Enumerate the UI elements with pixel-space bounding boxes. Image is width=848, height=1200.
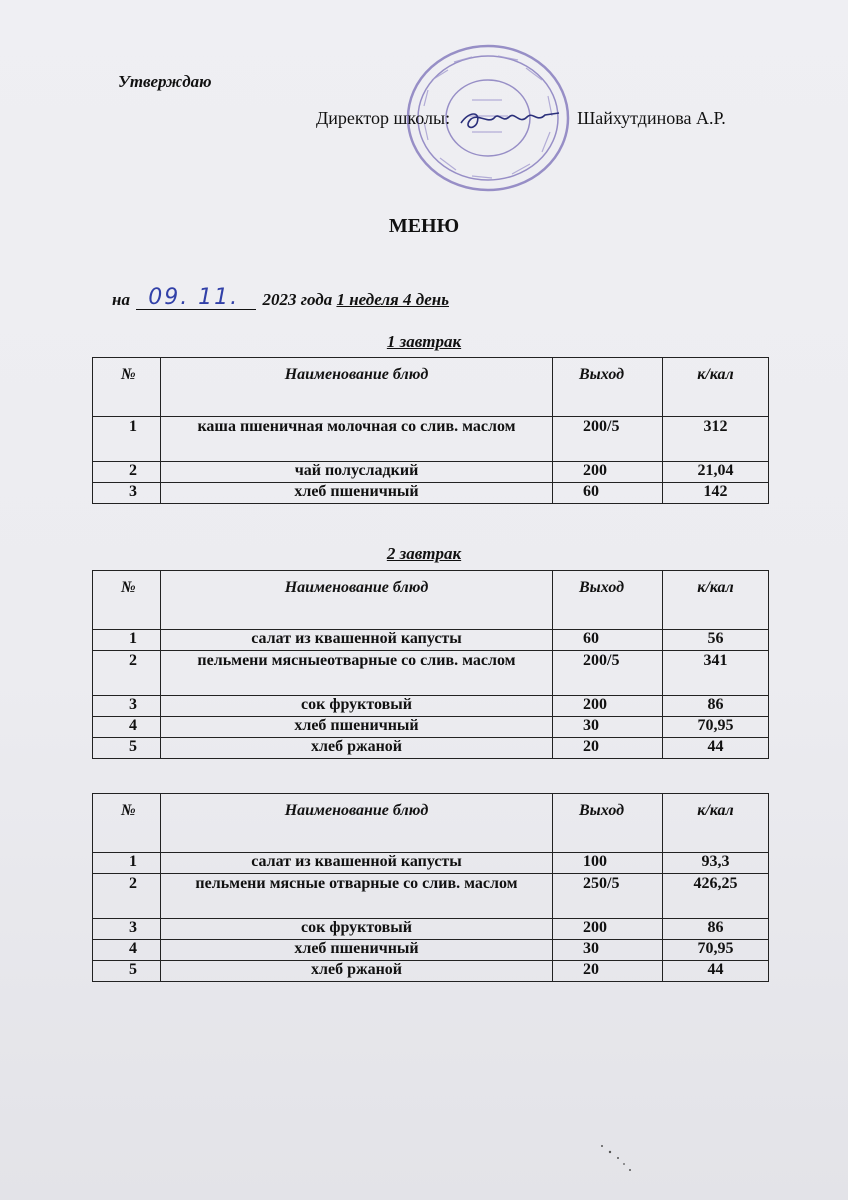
col-header-num: № [93,358,161,417]
cell-output: 30 [553,940,663,961]
table-row [93,961,769,982]
table-row [93,940,769,961]
cell-kcal: 142 [663,483,769,504]
cell-output: 200 [553,919,663,940]
cell-kcal: 341 [663,651,769,696]
cell-num: 1 [93,630,161,651]
cell-name: чай полусладкий [161,462,553,483]
cell-num: 4 [93,940,161,961]
table-row [93,717,769,738]
cell-output: 250/5 [553,874,663,919]
cell-kcal: 44 [663,961,769,982]
table-row [93,738,769,759]
col-header-name: Наименование блюд [161,358,553,417]
cell-kcal: 70,95 [663,717,769,738]
section-title-breakfast-2: 2 завтрак [386,544,462,563]
cell-kcal: 70,95 [663,940,769,961]
cell-num: 1 [93,853,161,874]
table-header-row [93,571,769,630]
menu-table-breakfast-1 [92,357,769,504]
menu-table-breakfast-2 [92,570,769,759]
cell-kcal: 56 [663,630,769,651]
table-row [93,874,769,919]
cell-name: пельмени мясные отварные со слив. маслом [161,874,553,919]
cell-name: каша пшеничная молочная со слив. маслом [161,417,553,462]
cell-num: 5 [93,738,161,759]
col-header-kcal: к/кал [663,358,769,417]
table-row [93,630,769,651]
cell-output: 60 [553,630,663,651]
cell-num: 2 [93,874,161,919]
signature-icon [455,109,567,131]
section-title-breakfast-1: 1 завтрак [386,332,462,351]
cell-kcal: 426,25 [663,874,769,919]
approve-label: Утверждаю [118,72,212,91]
cell-name: хлеб пшеничный [161,483,553,504]
cell-output: 20 [553,961,663,982]
cell-output: 30 [553,717,663,738]
cell-kcal: 86 [663,696,769,717]
ink-specks-icon [596,1138,636,1178]
col-header-num: № [93,571,161,630]
cell-name: хлеб пшеничный [161,717,553,738]
handwritten-date: 09. 11. [148,285,240,310]
cell-name: сок фруктовый [161,919,553,940]
date-prefix: на [112,290,130,309]
cell-output: 200 [553,462,663,483]
date-line [112,285,449,310]
director-line [316,108,726,131]
cell-name: салат из квашенной капусты [161,853,553,874]
table-row [93,483,769,504]
cell-kcal: 93,3 [663,853,769,874]
cell-output: 100 [553,853,663,874]
cell-kcal: 21,04 [663,462,769,483]
table-row [93,696,769,717]
year-text: 2023 года [262,290,333,309]
table-row [93,462,769,483]
date-field [136,285,256,310]
cell-num: 2 [93,462,161,483]
cell-name: салат из квашенной капусты [161,630,553,651]
table-row [93,853,769,874]
menu-table-3 [92,793,769,982]
col-header-num: № [93,794,161,853]
cell-name: хлеб пшеничный [161,940,553,961]
cell-output: 200/5 [553,651,663,696]
page-title: МЕНЮ [388,215,460,237]
col-header-kcal: к/кал [663,571,769,630]
cell-num: 3 [93,483,161,504]
table-row [93,651,769,696]
cell-output: 200 [553,696,663,717]
col-header-output: Выход [553,571,663,630]
cell-name: хлеб ржаной [161,961,553,982]
cell-num: 4 [93,717,161,738]
col-header-output: Выход [553,358,663,417]
cell-kcal: 44 [663,738,769,759]
table-row [93,919,769,940]
col-header-name: Наименование блюд [161,794,553,853]
cell-num: 3 [93,919,161,940]
cell-name: сок фруктовый [161,696,553,717]
cell-num: 5 [93,961,161,982]
col-header-output: Выход [553,794,663,853]
table-row [93,417,769,462]
cell-output: 60 [553,483,663,504]
cell-name: пельмени мясныеотварные со слив. маслом [161,651,553,696]
table-header-row [93,794,769,853]
cell-num: 2 [93,651,161,696]
col-header-name: Наименование блюд [161,571,553,630]
cell-kcal: 86 [663,919,769,940]
col-header-kcal: к/кал [663,794,769,853]
cell-output: 20 [553,738,663,759]
director-label: Директор школы: [316,108,451,128]
week-day: 1 неделя 4 день [336,290,449,309]
director-name: Шайхутдинова А.Р. [577,108,726,128]
cell-num: 1 [93,417,161,462]
cell-output: 200/5 [553,417,663,462]
cell-name: хлеб ржаной [161,738,553,759]
cell-num: 3 [93,696,161,717]
table-header-row [93,358,769,417]
cell-kcal: 312 [663,417,769,462]
